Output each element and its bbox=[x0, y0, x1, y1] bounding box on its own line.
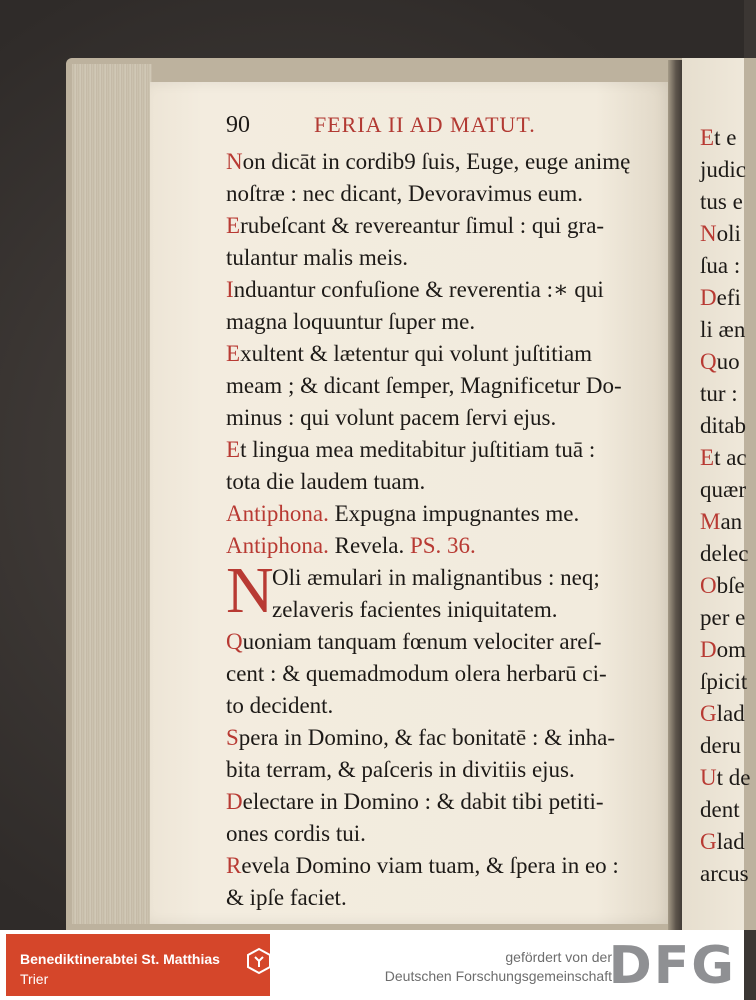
institution-banner[interactable] bbox=[6, 934, 270, 996]
right-page-line bbox=[700, 858, 750, 890]
verse-line bbox=[226, 402, 666, 434]
verse-initial: N bbox=[700, 221, 717, 246]
right-page-line bbox=[700, 602, 750, 634]
verse-text: dent bbox=[700, 797, 740, 822]
verse-text: xultent & lætentur qui volunt juſtitiam bbox=[240, 341, 593, 366]
verse-initial: R bbox=[226, 853, 242, 878]
right-page-line bbox=[700, 826, 750, 858]
drop-cap: N bbox=[226, 554, 274, 627]
verse-line bbox=[226, 178, 666, 210]
verse-text: ſpicit bbox=[700, 669, 748, 694]
verse-text: noſtræ : nec dicant, Devoravimus eum. bbox=[226, 181, 584, 206]
right-page-line bbox=[700, 730, 750, 762]
page-header bbox=[226, 112, 666, 146]
antiphon-label: Antiphona. bbox=[226, 533, 329, 558]
verse-text: bſe bbox=[716, 573, 745, 598]
verse-line bbox=[226, 786, 666, 818]
right-page-line bbox=[700, 154, 750, 186]
verse-text: meam ; & dicant ſemper, Magnificetur Do- bbox=[226, 373, 622, 398]
verse-text: li æn bbox=[700, 317, 746, 342]
page-stack-edge bbox=[72, 64, 152, 924]
verse-initial: N bbox=[226, 149, 243, 174]
verse-initial: I bbox=[226, 277, 234, 302]
verse-initial: U bbox=[700, 765, 717, 790]
verse-text: ones cordis tui. bbox=[226, 821, 366, 846]
verse-text: efi bbox=[716, 285, 741, 310]
running-head: FERIA II AD MATUT. bbox=[314, 112, 536, 137]
right-page-line bbox=[700, 634, 750, 666]
verse-text: delec bbox=[700, 541, 749, 566]
verse-initial: E bbox=[700, 125, 715, 150]
antiphon-2 bbox=[226, 530, 666, 562]
verse-text: bita terram, & paſceris in divitiis ejus. bbox=[226, 757, 575, 782]
verse-text: evela Domino viam tuam, & ſpera in eo : bbox=[241, 853, 619, 878]
verse-initial: D bbox=[226, 789, 243, 814]
verse-line bbox=[226, 338, 666, 370]
abbey-emblem-icon bbox=[246, 948, 272, 974]
verse-line bbox=[226, 306, 666, 338]
psalm-line: zelaveris facientes iniquitatem. bbox=[272, 597, 558, 622]
verse-line bbox=[226, 146, 666, 178]
verse-text: rubeſcant & revereantur ſimul : qui gra- bbox=[240, 213, 605, 238]
right-page-line bbox=[700, 250, 750, 282]
verse-line bbox=[226, 274, 666, 306]
right-page-line bbox=[700, 474, 750, 506]
right-page-line bbox=[700, 186, 750, 218]
right-page-line bbox=[700, 666, 750, 698]
right-page-line bbox=[700, 698, 750, 730]
verse-text: t e bbox=[714, 125, 737, 150]
funding-note bbox=[385, 948, 612, 986]
verse-text: t lingua mea meditabitur juſtitiam tuā : bbox=[240, 437, 596, 462]
verse-text: an bbox=[720, 509, 743, 534]
right-page-line bbox=[700, 570, 750, 602]
verse-text: ditab bbox=[700, 413, 746, 438]
page-number: 90 bbox=[226, 112, 250, 138]
left-page-text bbox=[226, 112, 666, 914]
dfg-logo[interactable]: DFG bbox=[608, 936, 736, 996]
institution-name: Benediktinerabtei St. Matthias bbox=[20, 951, 220, 967]
verse-text: per e bbox=[700, 605, 746, 630]
verse-line bbox=[226, 722, 666, 754]
right-page-line bbox=[700, 218, 750, 250]
verse-text: judic bbox=[700, 157, 746, 182]
verse-line bbox=[226, 818, 666, 850]
verse-initial: E bbox=[226, 437, 241, 462]
verse-text: cent : & quemadmodum olera herbarū ci- bbox=[226, 661, 607, 686]
verse-initial: G bbox=[700, 829, 717, 854]
right-page-line bbox=[700, 506, 750, 538]
verse-initial: M bbox=[700, 509, 721, 534]
verse-text: minus : qui volunt pacem ſervi ejus. bbox=[226, 405, 557, 430]
funding-line: gefördert von der bbox=[505, 949, 612, 965]
verse-line bbox=[226, 626, 666, 658]
verse-line bbox=[226, 370, 666, 402]
verse-line bbox=[226, 242, 666, 274]
verse-text: tota die laudem tuam. bbox=[226, 469, 426, 494]
verse-line bbox=[226, 434, 666, 466]
verse-block-1 bbox=[226, 146, 666, 498]
verse-text: tur : bbox=[700, 381, 738, 406]
verse-text: ſua : bbox=[700, 253, 741, 278]
psalm-number: PS. 36. bbox=[409, 533, 476, 558]
verse-text: tus e bbox=[700, 189, 743, 214]
verse-line bbox=[226, 210, 666, 242]
verse-text: t de bbox=[716, 765, 751, 790]
verse-text: & ipſe faciet. bbox=[226, 885, 347, 910]
right-page-line bbox=[700, 122, 750, 154]
verse-text: oli bbox=[716, 221, 741, 246]
right-page-line bbox=[700, 282, 750, 314]
antiphon-label: Antiphona. bbox=[226, 501, 329, 526]
verse-line bbox=[226, 690, 666, 722]
right-page-line bbox=[700, 762, 750, 794]
verse-block-2 bbox=[226, 626, 666, 914]
verse-text: on dicāt in cordib9 ſuis, Euge, euge animę bbox=[242, 149, 631, 174]
right-page-line bbox=[700, 794, 750, 826]
verse-initial: Q bbox=[700, 349, 717, 374]
antiphon-text: Expugna impugnantes me. bbox=[334, 501, 580, 526]
institution-city: Trier bbox=[20, 971, 49, 987]
verse-text: om bbox=[716, 637, 747, 662]
verse-text: uoniam tanquam fœnum velociter areſ- bbox=[242, 629, 602, 654]
footer-bar bbox=[0, 930, 744, 1000]
right-page-line bbox=[700, 538, 750, 570]
right-page-line bbox=[700, 410, 750, 442]
verse-text: quær bbox=[700, 477, 746, 502]
antiphon-1 bbox=[226, 498, 666, 530]
verse-initial: E bbox=[226, 341, 241, 366]
psalm-opening bbox=[226, 554, 666, 627]
verse-text: deru bbox=[700, 733, 741, 758]
verse-initial: Q bbox=[226, 629, 243, 654]
verse-initial: S bbox=[226, 725, 239, 750]
verse-line bbox=[226, 466, 666, 498]
verse-line bbox=[226, 754, 666, 786]
right-page-line bbox=[700, 442, 750, 474]
verse-text: uo bbox=[716, 349, 740, 374]
psalm-line: Oli æmulari in malignantibus : neq; bbox=[272, 565, 600, 590]
verse-initial: O bbox=[700, 573, 717, 598]
right-page-line bbox=[700, 314, 750, 346]
verse-text: magna loquuntur ſuper me. bbox=[226, 309, 476, 334]
antiphon-text: Revela. bbox=[334, 533, 405, 558]
verse-text: nduantur confuſione & reverentia :∗ qui bbox=[233, 277, 604, 302]
verse-text: pera in Domino, & fac bonitatē : & inha- bbox=[238, 725, 615, 750]
verse-line bbox=[226, 658, 666, 690]
verse-initial: E bbox=[700, 445, 715, 470]
right-page-text bbox=[700, 122, 750, 890]
verse-line bbox=[226, 850, 666, 882]
right-page-line bbox=[700, 378, 750, 410]
verse-text: tulantur malis meis. bbox=[226, 245, 409, 270]
right-page-line bbox=[700, 346, 750, 378]
verse-initial: G bbox=[700, 701, 717, 726]
verse-initial: E bbox=[226, 213, 241, 238]
verse-text: electare in Domino : & dabit tibi petiti- bbox=[242, 789, 604, 814]
verse-initial: D bbox=[700, 637, 717, 662]
verse-initial: D bbox=[700, 285, 717, 310]
verse-text: to decident. bbox=[226, 693, 334, 718]
verse-text: t ac bbox=[714, 445, 747, 470]
verse-text: lad bbox=[716, 701, 745, 726]
verse-text: lad bbox=[716, 829, 745, 854]
verse-text: arcus bbox=[700, 861, 749, 886]
verse-line bbox=[226, 882, 666, 914]
funding-line: Deutschen Forschungsgemeinschaft bbox=[384, 968, 612, 984]
